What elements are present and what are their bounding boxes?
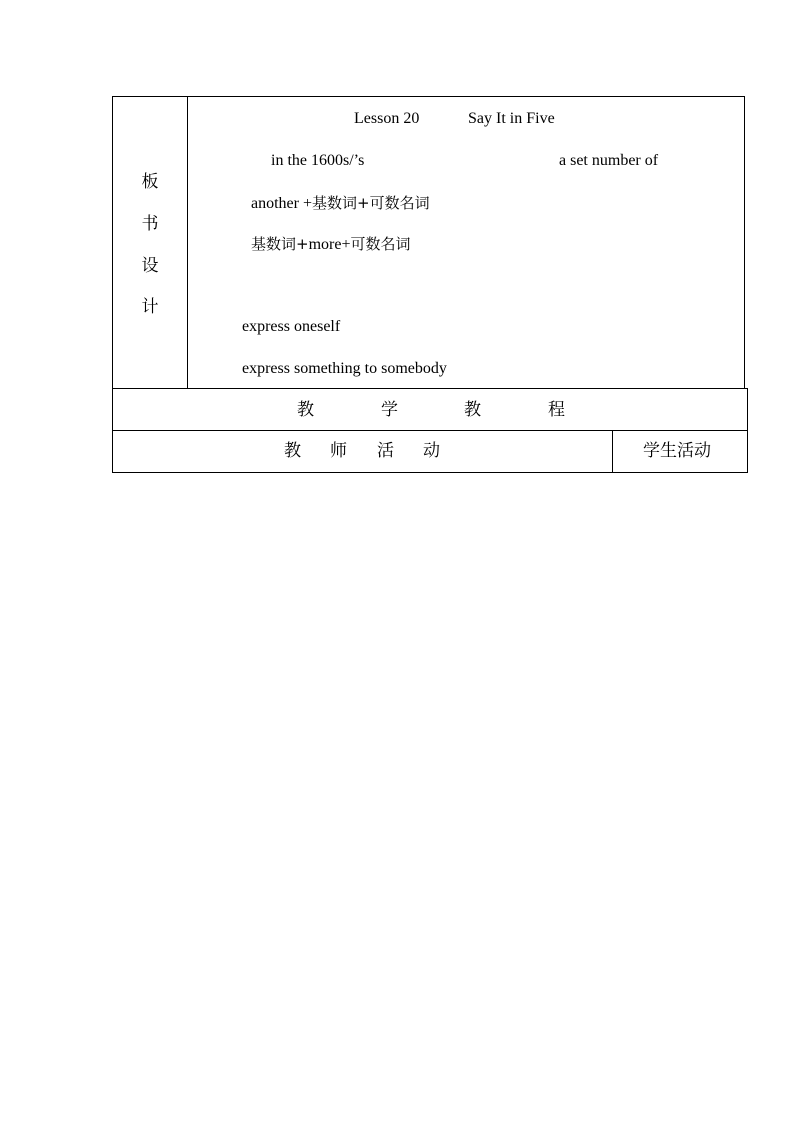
board-design-content-cell	[188, 97, 744, 389]
teaching-process-table	[112, 388, 748, 473]
phrase-1600s: in the 1600s/’s	[271, 152, 365, 169]
student-activity-cell	[613, 431, 747, 472]
phrase-another	[251, 193, 430, 214]
board-design-table	[112, 96, 745, 388]
teaching-process-subheader-row	[113, 431, 747, 472]
board-label-char: 设	[141, 256, 159, 276]
board-label-char: 书	[141, 214, 159, 234]
board-label-char: 计	[141, 297, 159, 317]
phrase-express-oneself: express oneself	[242, 318, 341, 335]
phrase-another-cjk: 基数词+可数名词	[312, 194, 430, 212]
phrase-more-cjk-a: 基数词+	[251, 235, 309, 253]
student-activity-label: 学生活动	[643, 441, 711, 461]
lesson-title: Say It in Five	[468, 110, 555, 127]
board-design-label-cell	[113, 97, 188, 389]
board-label-char: 板	[141, 172, 159, 192]
phrase-set-number: a set number of	[559, 152, 659, 169]
process-header-char: 学	[381, 400, 398, 420]
lesson-number: Lesson 20	[354, 110, 420, 127]
teacher-activity-char: 动	[423, 441, 440, 461]
process-header-char: 教	[297, 400, 314, 420]
teacher-activity-char: 活	[377, 441, 394, 461]
phrase-more	[251, 234, 411, 255]
teaching-process-header-row	[113, 389, 747, 431]
process-header-char: 教	[464, 400, 481, 420]
process-header-char: 程	[548, 400, 565, 420]
teacher-activity-char: 教	[284, 441, 301, 461]
phrase-more-cjk-b: 可数名词	[350, 235, 411, 253]
teacher-activity-cell	[113, 431, 613, 472]
phrase-express-something: express something to somebody	[242, 360, 447, 377]
phrase-more-word: more+	[308, 236, 351, 253]
teacher-activity-char: 师	[330, 441, 347, 461]
phrase-another-prefix: another +	[251, 195, 312, 212]
